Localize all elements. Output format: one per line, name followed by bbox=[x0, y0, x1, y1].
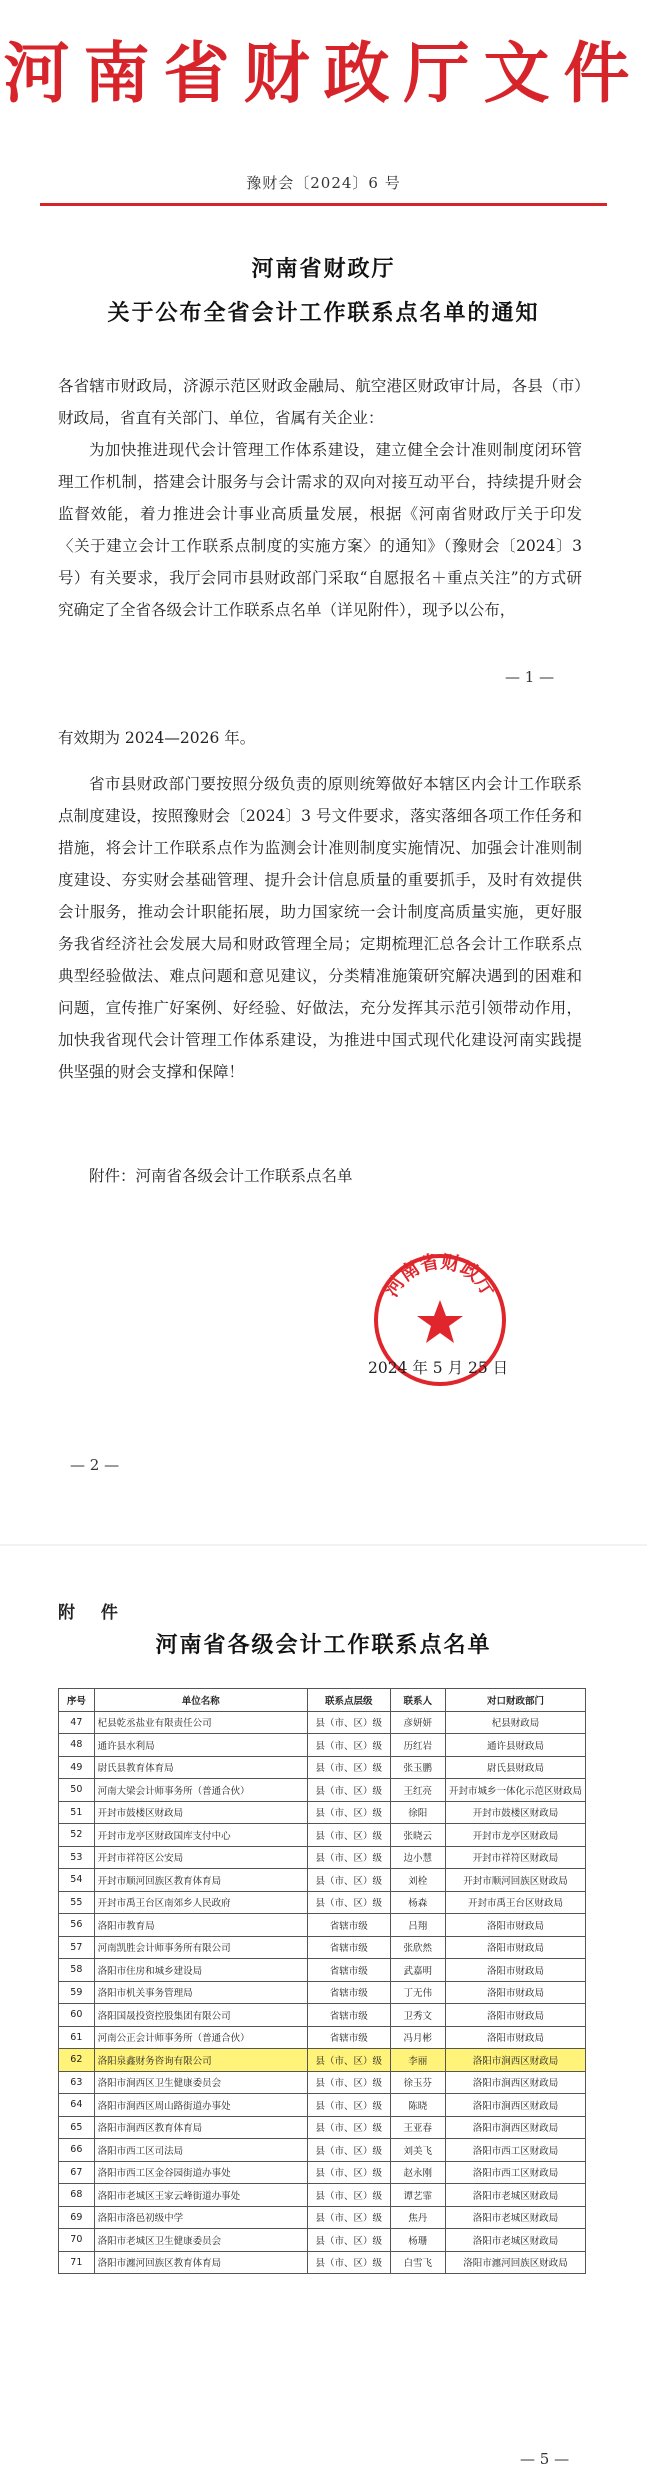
attachment-note: 附件：河南省各级会计工作联系点名单 bbox=[89, 1167, 353, 1185]
table-cell: 开封市禹王台区财政局 bbox=[445, 1891, 585, 1914]
red-divider-line bbox=[40, 203, 607, 206]
table-cell: 洛阳市涧西区财政局 bbox=[445, 2094, 585, 2117]
table-cell: 56 bbox=[59, 1914, 95, 1937]
table-cell: 70 bbox=[59, 2229, 95, 2252]
table-cell: 谭艺霏 bbox=[390, 2184, 445, 2207]
table-cell: 63 bbox=[59, 2071, 95, 2094]
addressees: 各省辖市财政局，济源示范区财政金融局、航空港区财政审计局，各县（市）财政局，省直有关部门、单位，省属有关企业： bbox=[58, 377, 582, 427]
svg-text:河南省财政厅: 河南省财政厅 bbox=[380, 1250, 500, 1301]
table-cell: 县（市、区）级 bbox=[307, 2139, 390, 2162]
table-cell: 71 bbox=[59, 2251, 95, 2274]
table-cell: 县（市、区）级 bbox=[307, 1869, 390, 1892]
table-cell: 66 bbox=[59, 2139, 95, 2162]
table-cell: 张玉鹏 bbox=[390, 1756, 445, 1779]
table-cell: 县（市、区）级 bbox=[307, 2161, 390, 2184]
table-cell: 洛阳市老城区财政局 bbox=[445, 2229, 585, 2252]
table-cell: 尉氏县教育体育局 bbox=[94, 1756, 307, 1779]
table-row bbox=[59, 2206, 586, 2229]
col-header: 联系点层级 bbox=[307, 1689, 390, 1712]
table-cell: 彦妍妍 bbox=[390, 1711, 445, 1734]
table-cell: 县（市、区）级 bbox=[307, 2116, 390, 2139]
table-row bbox=[59, 1846, 586, 1869]
table-cell: 杨珊 bbox=[390, 2229, 445, 2252]
document-header-title: 河南省财政厅文件 bbox=[3, 34, 644, 112]
table-cell: 洛阳市财政局 bbox=[445, 2004, 585, 2027]
table-cell: 洛阳市涧西区财政局 bbox=[445, 2049, 585, 2072]
table-row bbox=[59, 1734, 586, 1757]
table-cell: 洛阳市涧西区周山路街道办事处 bbox=[94, 2094, 307, 2117]
table-cell: 52 bbox=[59, 1824, 95, 1847]
table-cell: 洛阳市瀍河回族区教育体育局 bbox=[94, 2251, 307, 2274]
table-cell: 张欣然 bbox=[390, 1936, 445, 1959]
table-cell: 60 bbox=[59, 2004, 95, 2027]
table-row bbox=[59, 2071, 586, 2094]
table-cell: 68 bbox=[59, 2184, 95, 2207]
table-row bbox=[59, 2049, 586, 2072]
table-cell: 洛阳市财政局 bbox=[445, 1959, 585, 1982]
table-cell: 开封市鼓楼区财政局 bbox=[94, 1801, 307, 1824]
table-cell: 洛阳国晟投资控股集团有限公司 bbox=[94, 2004, 307, 2027]
table-cell: 县（市、区）级 bbox=[307, 2251, 390, 2274]
table-row bbox=[59, 1779, 586, 1802]
table-cell: 徐阳 bbox=[390, 1801, 445, 1824]
page-break bbox=[0, 1544, 647, 1546]
table-cell: 开封市祥符区财政局 bbox=[445, 1846, 585, 1869]
table-cell: 洛阳市住房和城乡建设局 bbox=[94, 1959, 307, 1982]
table-row bbox=[59, 1869, 586, 1892]
table-row bbox=[59, 2229, 586, 2252]
table-row bbox=[59, 2251, 586, 2274]
col-header: 对口财政部门 bbox=[445, 1689, 585, 1712]
table-cell: 洛阳市西工区金谷园街道办事处 bbox=[94, 2161, 307, 2184]
table-cell: 洛阳市瀍河回族区财政局 bbox=[445, 2251, 585, 2274]
table-cell: 丁无伟 bbox=[390, 1981, 445, 2004]
table-cell: 刘美飞 bbox=[390, 2139, 445, 2162]
table-cell: 杞县财政局 bbox=[445, 1711, 585, 1734]
annex-title: 河南省各级会计工作联系点名单 bbox=[155, 1632, 492, 1658]
table-cell: 洛阳市财政局 bbox=[445, 1981, 585, 2004]
table-row bbox=[59, 1756, 586, 1779]
table-cell: 洛阳市财政局 bbox=[445, 1936, 585, 1959]
table-cell: 开封市祥符区公安局 bbox=[94, 1846, 307, 1869]
table-cell: 张晓云 bbox=[390, 1824, 445, 1847]
table-cell: 县（市、区）级 bbox=[307, 2229, 390, 2252]
table-cell: 67 bbox=[59, 2161, 95, 2184]
issue-date: 2024 年 5 月 25 日 bbox=[368, 1359, 509, 1377]
table-cell: 河南公正会计师事务所（普通合伙） bbox=[94, 2026, 307, 2049]
table-cell: 开封市龙亭区财政国库支付中心 bbox=[94, 1824, 307, 1847]
col-header: 联系人 bbox=[390, 1689, 445, 1712]
table-cell: 50 bbox=[59, 1779, 95, 1802]
table-cell: 冯月彬 bbox=[390, 2026, 445, 2049]
table-cell: 卫秀文 bbox=[390, 2004, 445, 2027]
table-cell: 洛阳市老城区王家云峰街道办事处 bbox=[94, 2184, 307, 2207]
table-cell: 65 bbox=[59, 2116, 95, 2139]
table-cell: 历红岩 bbox=[390, 1734, 445, 1757]
table-cell: 县（市、区）级 bbox=[307, 2049, 390, 2072]
table-cell: 杞县乾丞盐业有限责任公司 bbox=[94, 1711, 307, 1734]
table-cell: 洛阳市财政局 bbox=[445, 2026, 585, 2049]
table-cell: 王红亮 bbox=[390, 1779, 445, 1802]
table-cell: 白雪飞 bbox=[390, 2251, 445, 2274]
table-cell: 开封市城乡一体化示范区财政局 bbox=[445, 1779, 585, 1802]
document-number: 豫财会〔2024〕6 号 bbox=[246, 174, 401, 192]
page-number-1: — 1 — bbox=[505, 668, 555, 686]
page-number-5: — 5 — bbox=[520, 2450, 570, 2468]
contact-point-table bbox=[58, 1688, 586, 2274]
table-row bbox=[59, 1936, 586, 1959]
table-cell: 武嘉明 bbox=[390, 1959, 445, 1982]
table-cell: 县（市、区）级 bbox=[307, 2094, 390, 2117]
table-row bbox=[59, 2004, 586, 2027]
table-row bbox=[59, 2116, 586, 2139]
table-cell: 开封市禹王台区南郊乡人民政府 bbox=[94, 1891, 307, 1914]
table-cell: 洛阳市西工区财政局 bbox=[445, 2161, 585, 2184]
table-cell: 县（市、区）级 bbox=[307, 1779, 390, 1802]
table-row bbox=[59, 1711, 586, 1734]
table-cell: 省辖市级 bbox=[307, 1936, 390, 1959]
table-cell: 55 bbox=[59, 1891, 95, 1914]
table-cell: 通许县水利局 bbox=[94, 1734, 307, 1757]
table-cell: 48 bbox=[59, 1734, 95, 1757]
table-cell: 57 bbox=[59, 1936, 95, 1959]
table-cell: 县（市、区）级 bbox=[307, 2184, 390, 2207]
annex-label: 附 件 bbox=[58, 1603, 128, 1623]
table-cell: 51 bbox=[59, 1801, 95, 1824]
table-row bbox=[59, 1959, 586, 1982]
table-cell: 刘栓 bbox=[390, 1869, 445, 1892]
table-cell: 省辖市级 bbox=[307, 1981, 390, 2004]
col-header: 序号 bbox=[59, 1689, 95, 1712]
table-cell: 河南大梁会计师事务所（普通合伙） bbox=[94, 1779, 307, 1802]
table-cell: 洛阳市洛邑初级中学 bbox=[94, 2206, 307, 2229]
table-cell: 杨森 bbox=[390, 1891, 445, 1914]
paragraph-1-continued: 有效期为 2024—2026 年。 bbox=[58, 729, 256, 747]
table-cell: 县（市、区）级 bbox=[307, 1734, 390, 1757]
table-cell: 县（市、区）级 bbox=[307, 1756, 390, 1779]
table-cell: 开封市鼓楼区财政局 bbox=[445, 1801, 585, 1824]
table-cell: 尉氏县财政局 bbox=[445, 1756, 585, 1779]
table-cell: 洛阳市涧西区教育体育局 bbox=[94, 2116, 307, 2139]
table-cell: 省辖市级 bbox=[307, 2026, 390, 2049]
table-cell: 县（市、区）级 bbox=[307, 1801, 390, 1824]
table-cell: 省辖市级 bbox=[307, 1914, 390, 1937]
table-cell: 陈晓 bbox=[390, 2094, 445, 2117]
table-cell: 河南凯胜会计师事务所有限公司 bbox=[94, 1936, 307, 1959]
paragraph-1: 为加快推进现代会计管理工作体系建设，建立健全会计准则制度闭环管理工作机制，搭建会计服务与会计需求的双向对接互动平台，持续提升财会监督效能，着力推进会计事业高质量发展，根据《河南省财政厅关于印发〈关于建立会计工作联系点制度的实施方案〉的通知》（豫财会〔2024〕3 号）有关要求，我厅会同市县财政部门采取“自愿报名＋重点关注”的方式研究确定了全省各级会计工作联系点名单（详见附件），现予以公布， bbox=[58, 441, 582, 619]
table-cell: 洛阳市涧西区财政局 bbox=[445, 2071, 585, 2094]
table-cell: 李丽 bbox=[390, 2049, 445, 2072]
table-cell: 徐玉芬 bbox=[390, 2071, 445, 2094]
table-cell: 吕翔 bbox=[390, 1914, 445, 1937]
table-cell: 47 bbox=[59, 1711, 95, 1734]
table-cell: 通许县财政局 bbox=[445, 1734, 585, 1757]
table-header-row bbox=[59, 1689, 586, 1712]
table-cell: 54 bbox=[59, 1869, 95, 1892]
col-header: 单位名称 bbox=[94, 1689, 307, 1712]
table-cell: 洛阳市西工区司法局 bbox=[94, 2139, 307, 2162]
paragraph-2: 省市县财政部门要按照分级负责的原则统筹做好本辖区内会计工作联系点制度建设，按照豫财会〔2024〕3 号文件要求，落实落细各项工作任务和措施，将会计工作联系点作为监测会计准则制度实施情况、加强会计准则制度建设、夯实财会基础管理、提升会计信息质量的重要抓手，及时有效提供会计服务，推动会计职能拓展，助力国家统一会计制度高质量实施，更好服务我省经济社会发展大局和财政管理全局；定期梳理汇总各会计工作联系点典型经验做法、难点问题和意见建议，分类精准施策研究解决遇到的困难和问题，宣传推广好案例、好经验、好做法，充分发挥其示范引领带动作用，加快我省现代会计管理工作体系建设，为推进中国式现代化建设河南实践提供坚强的财会支撑和保障！ bbox=[58, 775, 582, 1081]
table-row bbox=[59, 1801, 586, 1824]
table-cell: 62 bbox=[59, 2049, 95, 2072]
table-cell: 县（市、区）级 bbox=[307, 2206, 390, 2229]
table-row bbox=[59, 1824, 586, 1847]
table-row bbox=[59, 1891, 586, 1914]
table-cell: 洛阳市涧西区卫生健康委员会 bbox=[94, 2071, 307, 2094]
table-cell: 61 bbox=[59, 2026, 95, 2049]
table-cell: 开封市顺河回族区教育体育局 bbox=[94, 1869, 307, 1892]
table-cell: 赵永刚 bbox=[390, 2161, 445, 2184]
table-cell: 开封市顺河回族区财政局 bbox=[445, 1869, 585, 1892]
issuing-org: 河南省财政厅 bbox=[251, 256, 396, 282]
table-cell: 53 bbox=[59, 1846, 95, 1869]
table-cell: 59 bbox=[59, 1981, 95, 2004]
table-cell: 洛阳市老城区财政局 bbox=[445, 2184, 585, 2207]
table-cell: 焦丹 bbox=[390, 2206, 445, 2229]
table-cell: 洛阳市西工区财政局 bbox=[445, 2139, 585, 2162]
table-row bbox=[59, 2139, 586, 2162]
table-cell: 县（市、区）级 bbox=[307, 1711, 390, 1734]
notice-title: 关于公布全省会计工作联系点名单的通知 bbox=[107, 300, 540, 326]
table-cell: 边小慧 bbox=[390, 1846, 445, 1869]
table-cell: 省辖市级 bbox=[307, 2004, 390, 2027]
table-cell: 县（市、区）级 bbox=[307, 1846, 390, 1869]
table-cell: 64 bbox=[59, 2094, 95, 2117]
table-row bbox=[59, 2094, 586, 2117]
table-cell: 洛阳市涧西区财政局 bbox=[445, 2116, 585, 2139]
table-row bbox=[59, 2026, 586, 2049]
table-cell: 洛阳泉鑫财务咨询有限公司 bbox=[94, 2049, 307, 2072]
table-cell: 69 bbox=[59, 2206, 95, 2229]
table-cell: 洛阳市财政局 bbox=[445, 1914, 585, 1937]
table-cell: 58 bbox=[59, 1959, 95, 1982]
table-row bbox=[59, 1914, 586, 1937]
table-cell: 县（市、区）级 bbox=[307, 1824, 390, 1847]
page-number-2: — 2 — bbox=[70, 1456, 120, 1474]
table-cell: 洛阳市教育局 bbox=[94, 1914, 307, 1937]
table-cell: 省辖市级 bbox=[307, 1959, 390, 1982]
table-cell: 洛阳市老城区财政局 bbox=[445, 2206, 585, 2229]
table-cell: 县（市、区）级 bbox=[307, 1891, 390, 1914]
table-cell: 王亚春 bbox=[390, 2116, 445, 2139]
table-cell: 开封市龙亭区财政局 bbox=[445, 1824, 585, 1847]
table-row bbox=[59, 2161, 586, 2184]
table-cell: 洛阳市机关事务管理局 bbox=[94, 1981, 307, 2004]
table-row bbox=[59, 2184, 586, 2207]
table-row bbox=[59, 1981, 586, 2004]
table-cell: 洛阳市老城区卫生健康委员会 bbox=[94, 2229, 307, 2252]
table-cell: 县（市、区）级 bbox=[307, 2071, 390, 2094]
table-cell: 49 bbox=[59, 1756, 95, 1779]
